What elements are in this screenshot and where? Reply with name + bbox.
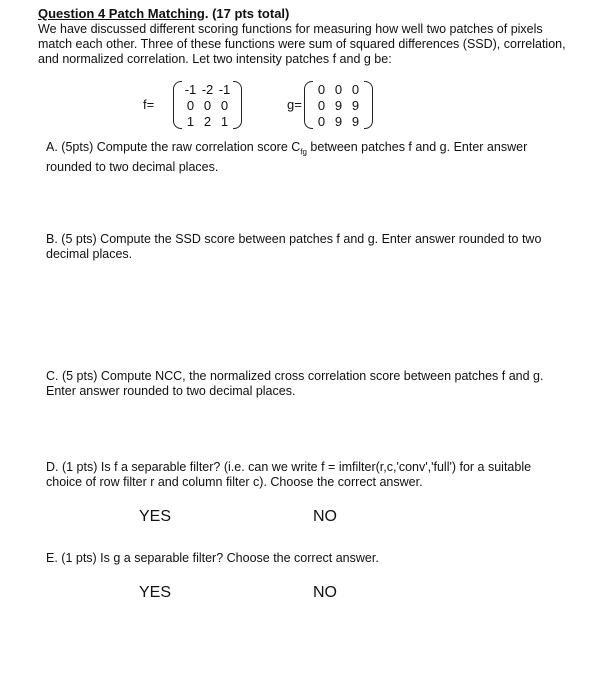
matrix-g-cell: 0 bbox=[317, 97, 326, 113]
matrix-f-cell: -2 bbox=[201, 81, 214, 97]
matrix-f bbox=[182, 81, 233, 129]
matrix-g-cell: 0 bbox=[334, 81, 343, 97]
matrix-g-cell: 9 bbox=[351, 113, 360, 129]
question-d-yes-option[interactable]: YES bbox=[139, 508, 172, 525]
question-e-no-option[interactable]: NO bbox=[313, 584, 337, 601]
matrix-g bbox=[313, 81, 364, 129]
matrix-f-cell: 1 bbox=[186, 113, 195, 129]
question-e: E. (1 pts) Is g a separable filter? Choose the correct answer. bbox=[46, 551, 379, 565]
question-d-no-option[interactable]: NO bbox=[313, 508, 337, 525]
matrix-g-cell: 9 bbox=[334, 97, 343, 113]
question-c: C. (5 pts) Compute NCC, the normalized cross correlation score between patches f and g. Enter answer rounded to two decimal places. bbox=[46, 369, 544, 398]
question-title bbox=[38, 6, 289, 21]
matrix-f-cell: 0 bbox=[220, 97, 229, 113]
question-e-yes-option[interactable]: YES bbox=[139, 584, 172, 601]
question-d: D. (1 pts) Is f a separable filter? (i.e. can we write f = imfilter(r,c,'conv','full') for a suitable choice of row filter r and column filter c). Choose the correct answer. bbox=[46, 460, 532, 489]
matrix-g-cell: 0 bbox=[351, 81, 360, 97]
matrix-f-cell: 2 bbox=[203, 113, 212, 129]
question-a-subscript: fg bbox=[300, 147, 307, 157]
matrix-f-cell: -1 bbox=[184, 81, 197, 97]
matrix-f-cell: 0 bbox=[203, 97, 212, 113]
matrix-f-cell: 1 bbox=[220, 113, 229, 129]
matrix-f-cell: -1 bbox=[218, 81, 231, 97]
intro-paragraph: We have discussed different scoring functions for measuring how well two patches of pixels match each other. Three of these functions were sum of squared differences (SSD), correlation, and normalized correlation. Let two intensity patches f and g be: bbox=[38, 22, 566, 66]
question-a-text-rest: between patches f and g. Enter answer rounded to two decimal places. bbox=[46, 140, 528, 174]
matrix-g-cell: 0 bbox=[317, 81, 326, 97]
matrix-g-label: g= bbox=[287, 97, 302, 112]
matrix-f-label: f= bbox=[143, 97, 155, 112]
question-title-points: . (17 pts total) bbox=[204, 6, 290, 21]
question-a-text: A. (5pts) Compute the raw correlation score C bbox=[46, 140, 301, 154]
matrix-g-cell: 9 bbox=[334, 113, 343, 129]
matrix-f-cell: 0 bbox=[186, 97, 195, 113]
matrix-g-cell: 9 bbox=[351, 97, 360, 113]
question-title-underlined: Question 4 Patch Matching bbox=[38, 6, 205, 21]
matrix-g-cell: 0 bbox=[317, 113, 326, 129]
question-b: B. (5 pts) Compute the SSD score between patches f and g. Enter answer rounded to two decimal places. bbox=[46, 232, 542, 261]
question-a bbox=[46, 140, 566, 175]
